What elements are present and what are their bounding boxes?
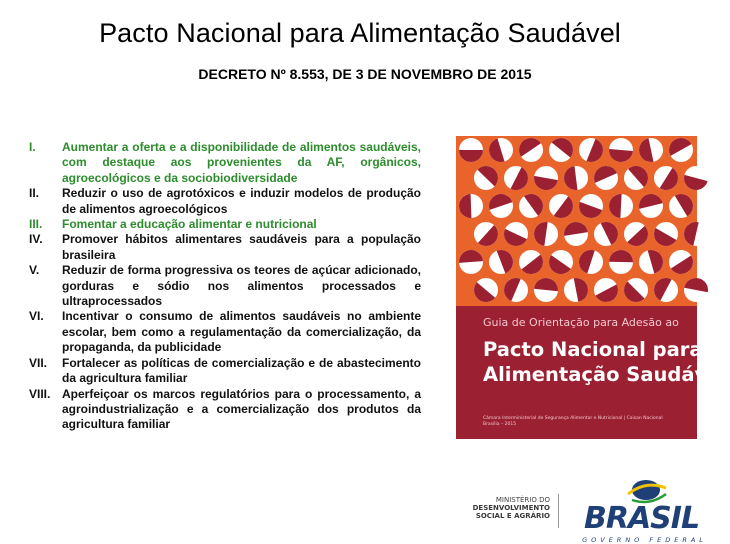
item-number: I.: [29, 140, 36, 154]
list-item: [29, 263, 421, 309]
ministry-logo: [470, 496, 550, 520]
item-number: III.: [29, 217, 43, 232]
list-item: [29, 309, 421, 355]
brasil-logo: [566, 470, 716, 544]
item-number: IV.: [29, 232, 43, 247]
ministry-line1: MINISTÉRIO DO: [495, 496, 550, 504]
item-number: VIII.: [29, 386, 51, 401]
item-number: II.: [29, 186, 40, 201]
item-text: Reduzir de forma progressiva os teores de açúcar adicionado, gorduras e sódio nos alimentos processados e ultraprocessados: [62, 263, 421, 309]
cover-title-line1: Pacto Nacional para: [483, 338, 703, 361]
cover-footer-line1: Câmara Interministerial de Segurança Alimentar e Nutricional | Caisan Nacional: [483, 416, 663, 421]
item-text: Fomentar a educação alimentar e nutricional: [62, 217, 317, 232]
item-number: V.: [29, 263, 40, 278]
list-item: [29, 217, 421, 232]
page-title: Pacto Nacional para Alimentação Saudável: [99, 18, 621, 48]
brasil-wordmark: BRASIL: [584, 501, 700, 536]
cover-footer-line2: Brasília – 2015: [483, 422, 517, 427]
item-text: Fortalecer as políticas de comercialização e de abastecimento da agricultura familiar: [62, 355, 421, 386]
ministry-line2: DESENVOLVIMENTO: [472, 504, 550, 512]
logo-divider: [558, 494, 559, 528]
item-number: VI.: [29, 309, 44, 324]
item-text: Incentivar o consumo de alimentos saudáveis no ambiente escolar, bem como a regulamentação da comercialização, da propaganda, da publicidade: [62, 309, 421, 355]
cover-pretitle: Guia de Orientação para Adesão ao: [483, 316, 679, 329]
guide-cover-image: [456, 136, 728, 439]
item-text: Reduzir o uso de agrotóxicos e induzir modelos de produção de alimentos agroecológicos: [62, 186, 421, 216]
governo-federal-text: GOVERNO FEDERAL: [582, 536, 707, 544]
item-number: VII.: [29, 355, 48, 370]
cover-footer: [483, 416, 663, 428]
item-text: Aumentar a oferta e a disponibilidade de alimentos saudáveis, com destaque aos provenientes da AF, orgânicos, agroecológicos e da sociobiodiversidade: [62, 140, 421, 185]
list-item: [29, 387, 421, 433]
list-item: [29, 140, 421, 186]
cover-title-line2: Alimentação Saudável: [483, 363, 728, 386]
item-text: Aperfeiçoar os marcos regulatórios para o processamento, a agroindustrialização e a comercialização dos produtos da agricultura familiar: [62, 386, 421, 432]
list-item: [29, 232, 421, 263]
objectives-list: [29, 140, 421, 433]
item-text: Promover hábitos alimentares saudáveis para a população brasileira: [62, 232, 421, 262]
decree-subtitle: DECRETO Nº 8.553, DE 3 DE NOVEMBRO DE 2015: [198, 66, 532, 82]
list-item: [29, 186, 421, 217]
cover-pattern: [456, 136, 697, 306]
ministry-line3: SOCIAL E AGRÁRIO: [475, 512, 550, 520]
list-item: [29, 356, 421, 387]
